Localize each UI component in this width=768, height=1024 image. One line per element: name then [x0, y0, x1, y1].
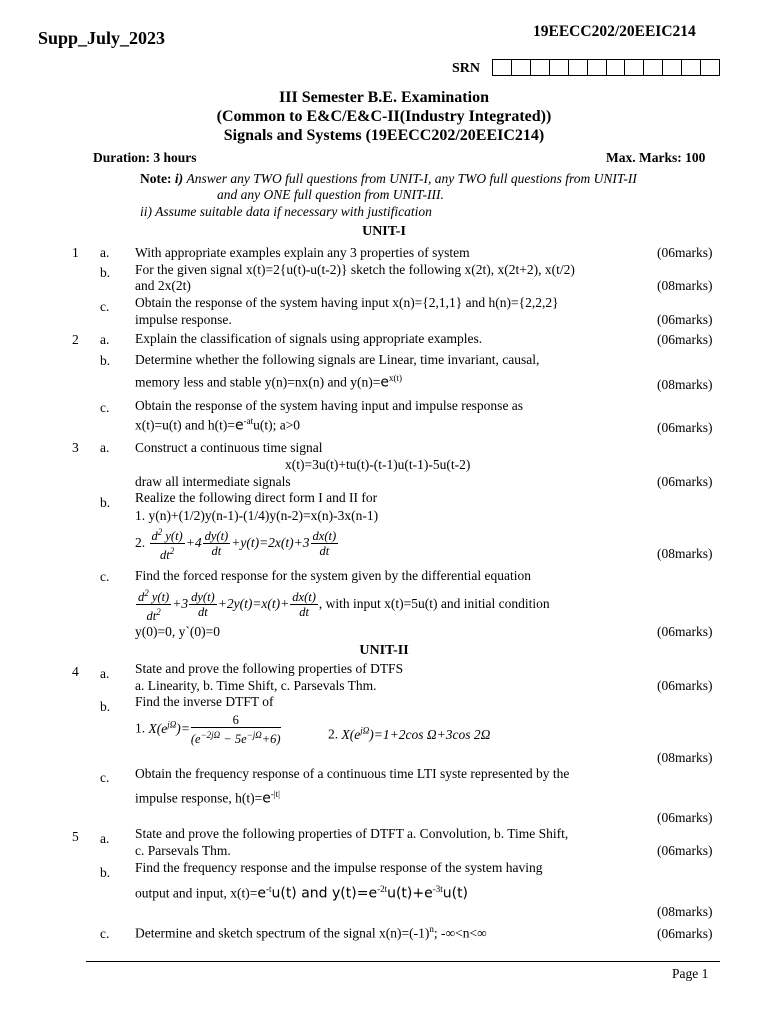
q4b-eq1-prefix: 1. — [135, 720, 146, 736]
q5c-text-a: Determine and sketch spectrum of the signal x(n)=(-1) — [135, 925, 430, 941]
exam-title: III Semester B.E. Examination — [279, 89, 489, 106]
q5b-e2: e — [368, 885, 378, 902]
q1a-label: a. — [100, 245, 110, 260]
footer-divider — [86, 961, 720, 962]
q2a-text: Explain the classification of signals using appropriate examples. — [135, 331, 483, 346]
q1c-text-2: impulse response. — [135, 312, 232, 327]
q3a-text-3: draw all intermediate signals — [135, 474, 291, 489]
q2c-exp-base: e — [234, 417, 244, 434]
q2c-text-1: Obtain the response of the system having input and impulse response as — [135, 398, 524, 413]
q1-number: 1 — [72, 245, 79, 260]
q2b-exp-sup: x(t) — [389, 373, 403, 383]
q5b-label: b. — [100, 865, 111, 880]
q3a-text-2: x(t)=3u(t)+tu(t)-(t-1)u(t-1)-5u(t-2) — [285, 457, 471, 472]
exam-session: Supp_July_2023 — [38, 28, 166, 48]
q2c-text-2a: x(t)=u(t) and h(t)= — [135, 417, 235, 433]
q2b-text-2 — [135, 373, 402, 391]
q5b-text-2 — [135, 884, 468, 902]
q3c-equation: $\frac{d^2 y(t)}{dt^2}$ +3 $\frac{dy(t)}{dt}$ +2y(t)=x(t)+ $\frac{dx(t)}{dt}$ , with input x(t)=5u(t) and initial condition — [138, 588, 550, 624]
q3b-marks: (08marks) — [657, 546, 713, 561]
q5a-text-2: c. Parsevals Thm. — [135, 843, 231, 858]
q2c-label: c. — [100, 400, 110, 415]
q3c-text-1: Find the forced response for the system given by the differential equation — [135, 568, 532, 583]
q1a-marks: (06marks) — [657, 245, 713, 260]
q4a-text-2: a. Linearity, b. Time Shift, c. Parsevals Thm. — [135, 678, 377, 693]
q5c-marks: (06marks) — [657, 926, 713, 941]
unit-2-heading: UNIT-II — [359, 643, 409, 658]
q4b-equation-1: 1. $X(e^{j\Omega})=$ $\frac{6}{(e^{-2j\Omega} - 5e^{-j\Omega}+6)}$ — [135, 713, 281, 747]
q2b-exp-base: e — [380, 374, 390, 391]
srn-input-boxes — [492, 59, 720, 76]
max-marks: Max. Marks: 100 — [606, 150, 706, 165]
q3a-text-1: Construct a continuous time signal — [135, 440, 323, 455]
q1c-label: c. — [100, 299, 110, 314]
note-line-3: ii) Assume suitable data if necessary with justification — [140, 204, 432, 219]
q1c-text-1: Obtain the response of the system having input x(n)={2,1,1} and h(n)={2,2,2} — [135, 295, 559, 310]
q5b-end: u(t) — [442, 885, 469, 902]
q5b-text-2a: output and input, x(t)= — [135, 885, 258, 901]
q2c-exp-sup: -at — [243, 416, 254, 426]
q4c-text-2 — [135, 789, 280, 807]
q3c-label: c. — [100, 569, 110, 584]
q3c-text-3: y(0)=0, y`(0)=0 — [135, 624, 220, 639]
exam-subtitle: (Common to E&C/E&C-II(Industry Integrated)) — [216, 108, 552, 125]
q5b-text-1: Find the frequency response and the impulse response of the system having — [135, 860, 543, 875]
q5b-e3: e — [424, 885, 433, 902]
note-line-1 — [140, 171, 637, 187]
q5c-label: c. — [100, 926, 110, 941]
note-line-2: and any ONE full question from UNIT-III. — [217, 187, 444, 202]
q4c-text-1: Obtain the frequency response of a continuous time LTI syste represented by the — [135, 766, 570, 781]
q3b-equation-2: 2. $\frac{d^2 y(t)}{dt^2}$ +4 $\frac{dy(t)}{dt}$ +y(t)=2x(t)+3 $\frac{dx(t)}{dt}$ — [135, 527, 337, 563]
q4b-marks: (08marks) — [657, 750, 713, 765]
q5a-text-1: State and prove the following properties of DTFT a. Convolution, b. Time Shift, — [135, 826, 569, 841]
q4c-text-2a: impulse response, h(t)= — [135, 790, 263, 806]
q3b-eq2-prefix: 2. — [135, 534, 146, 550]
q3c-text-2: , with input x(t)=5u(t) and initial condition — [318, 595, 550, 611]
q4c-marks: (06marks) — [657, 810, 713, 825]
q5a-marks: (06marks) — [657, 843, 713, 858]
q4a-text-1: State and prove the following properties of DTFS — [135, 661, 404, 676]
q5c-text-b: ; -∞<n<∞ — [433, 925, 487, 941]
q3a-label: a. — [100, 440, 110, 455]
q1b-label: b. — [100, 265, 111, 280]
q5-number: 5 — [72, 829, 79, 844]
q4a-label: a. — [100, 666, 110, 681]
note-i-label: i) — [174, 171, 184, 186]
course-code: 19EECC202/20EEIC214 — [533, 23, 696, 40]
q4c-label: c. — [100, 770, 110, 785]
q5b-mid2: u(t)+ — [387, 885, 425, 902]
q4c-exp-base: e — [262, 790, 271, 807]
q4a-marks: (06marks) — [657, 678, 713, 693]
q3-number: 3 — [72, 440, 79, 455]
q5a-label: a. — [100, 831, 110, 846]
q1b-text-1: For the given signal x(t)=2{u(t)-u(t-2)} sketch the following x(2t), x(2t+2), x(t/2) — [135, 262, 575, 277]
q5b-e1: e — [257, 885, 266, 902]
q5c-text — [135, 924, 487, 942]
q3c-marks: (06marks) — [657, 624, 713, 639]
q3b-text-2: 1. y(n)+(1/2)y(n-1)-(1/4)y(n-2)=x(n)-3x(n-1) — [135, 508, 379, 523]
unit-1-heading: UNIT-I — [362, 224, 406, 239]
q1a-text: With appropriate examples explain any 3 properties of system — [135, 245, 470, 260]
q2a-marks: (06marks) — [657, 332, 713, 347]
q2-number: 2 — [72, 332, 79, 347]
q2b-text-2a: memory less and stable y(n)=nx(n) and y(n)= — [135, 374, 381, 390]
q4c-exp-sup: -|t| — [270, 789, 280, 799]
q1b-text-2: and 2x(2t) — [135, 278, 191, 293]
q5c-sup: n — [429, 924, 434, 934]
q2b-text-1: Determine whether the following signals are Linear, time invariant, causal, — [135, 352, 540, 367]
page-number: Page 1 — [672, 966, 709, 981]
q2b-label: b. — [100, 353, 111, 368]
q4b-equation-2: 2. $X(e^{j\Omega})=1+2\cos$ Ω+3cos 2Ω — [328, 725, 491, 742]
q5b-mid: u(t) and y(t)= — [271, 885, 369, 902]
course-title: Signals and Systems (19EECC202/20EEIC214) — [223, 127, 545, 144]
srn-label: SRN — [452, 61, 481, 76]
q3a-marks: (06marks) — [657, 474, 713, 489]
q5b-marks: (08marks) — [657, 904, 713, 919]
q5b-e1-sup: -t — [265, 884, 272, 894]
q2c-text-2b: u(t); a>0 — [253, 417, 301, 433]
q5b-e3-sup: -3t — [432, 884, 443, 894]
q3b-text-1: Realize the following direct form I and II for — [135, 490, 378, 505]
q2a-label: a. — [100, 332, 110, 347]
q5b-e2-sup: -2t — [377, 884, 388, 894]
q4b-text-1: Find the inverse DTFT of — [135, 694, 274, 709]
q4-number: 4 — [72, 664, 79, 679]
q2b-marks: (08marks) — [657, 377, 713, 392]
q1b-marks: (08marks) — [657, 278, 713, 293]
q2c-text-2 — [135, 416, 300, 434]
note-i-text: Answer any TWO full questions from UNIT-I, any TWO full questions from UNIT-II — [186, 171, 637, 186]
q3b-label: b. — [100, 495, 111, 510]
q1c-marks: (06marks) — [657, 312, 713, 327]
q4b-eq2-prefix: 2. — [328, 726, 339, 742]
q2c-marks: (06marks) — [657, 420, 713, 435]
q4b-label: b. — [100, 699, 111, 714]
note-label: Note: — [140, 171, 172, 186]
duration: Duration: 3 hours — [93, 150, 197, 165]
